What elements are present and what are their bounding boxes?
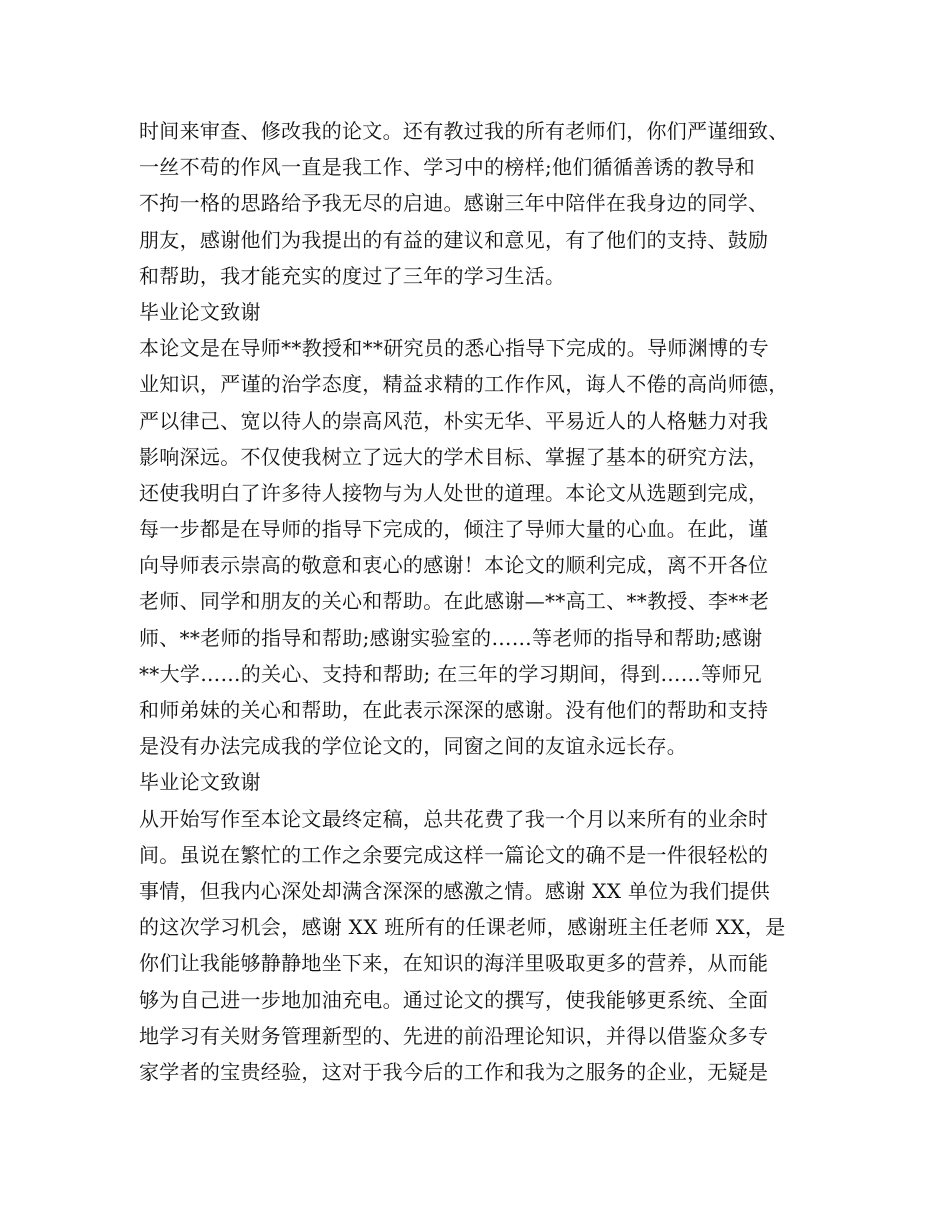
text-line: 向导师表示崇高的敬意和衷心的感谢！本论文的顺利完成，离不开各位 (139, 553, 769, 578)
text-line: 影响深远。不仅使我树立了远大的学术目标、掌握了基本的研究方法， (139, 444, 769, 469)
text-line: 不拘一格的思路给予我无尽的启迪。感谢三年中陪伴在我身边的同学、 (139, 191, 769, 216)
text-line: 时间来审查、修改我的论文。还有教过我的所有老师们，你们严谨细致、 (139, 119, 789, 143)
document-page (139, 113, 829, 1090)
text-line: 还使我明白了许多待人接物与为人处世的道理。本论文从选题到完成， (139, 480, 769, 505)
text-line: 严以律己、宽以待人的崇高风范，朴实无华、平易近人的人格魅力对我 (139, 408, 769, 433)
paragraph-3 (139, 801, 829, 1091)
text-line: 事情，但我内心深处却满含深深的感激之情。感谢 XX 单位为我们提供 (139, 878, 771, 903)
text-line: 家学者的宝贵经验，这对于我今后的工作和我为之服务的企业，无疑是 (139, 1059, 769, 1084)
text-line: 从开始写作至本论文最终定稿，总共花费了我一个月以来所有的业余时 (139, 806, 769, 831)
text-line: 你们让我能够静静地坐下来，在知识的海洋里吸取更多的营养，从而能 (139, 951, 769, 976)
text-line: 间。虽说在繁忙的工作之余要完成这样一篇论文的确不是一件很轻松的 (139, 842, 769, 867)
text-line: 一丝不苟的作风一直是我工作、学习中的榜样;他们循循善诱的教导和 (139, 155, 756, 180)
text-line: 师、**老师的指导和帮助;感谢实验室的……等老师的指导和帮助;感谢 (139, 625, 763, 650)
text-line: 每一步都是在导师的指导下完成的，倾注了导师大量的心血。在此，谨 (139, 517, 769, 542)
text-line: 地学习有关财务管理新型的、先进的前沿理论知识，并得以借鉴众多专 (139, 1023, 769, 1048)
text-line: 本论文是在导师**教授和**研究员的悉心指导下完成的。导师渊博的专 (139, 336, 769, 361)
text-line: 是没有办法完成我的学位论文的，同窗之间的友谊永远长存。 (139, 734, 688, 759)
text-line: 老师、同学和朋友的关心和帮助。在此感谢—**高工、**教授、李**老 (139, 589, 770, 614)
paragraph-1 (139, 113, 829, 294)
text-line: 的这次学习机会，感谢 XX 班所有的任课老师，感谢班主任老师 XX，是 (139, 915, 786, 940)
text-line: 和师弟妹的关心和帮助，在此表示深深的感谢。没有他们的帮助和支持 (139, 698, 769, 722)
text-line: 业知识，严谨的治学态度，精益求精的工作作风，诲人不倦的高尚师德， (139, 372, 789, 397)
text-line: **大学……的关心、支持和帮助; 在三年的学习期间，得到……等师兄 (139, 661, 762, 686)
text-line: 够为自己进一步地加油充电。通过论文的撰写，使我能够更系统、全面 (139, 987, 769, 1012)
section-heading: 毕业论文致谢 (139, 299, 261, 324)
text-line: 朋友，感谢他们为我提出的有益的建议和意见，有了他们的支持、鼓励 (139, 227, 769, 252)
paragraph-2 (139, 330, 829, 764)
section-heading: 毕业论文致谢 (139, 770, 261, 795)
text-line: 和帮助，我才能充实的度过了三年的学习生活。 (139, 263, 566, 288)
